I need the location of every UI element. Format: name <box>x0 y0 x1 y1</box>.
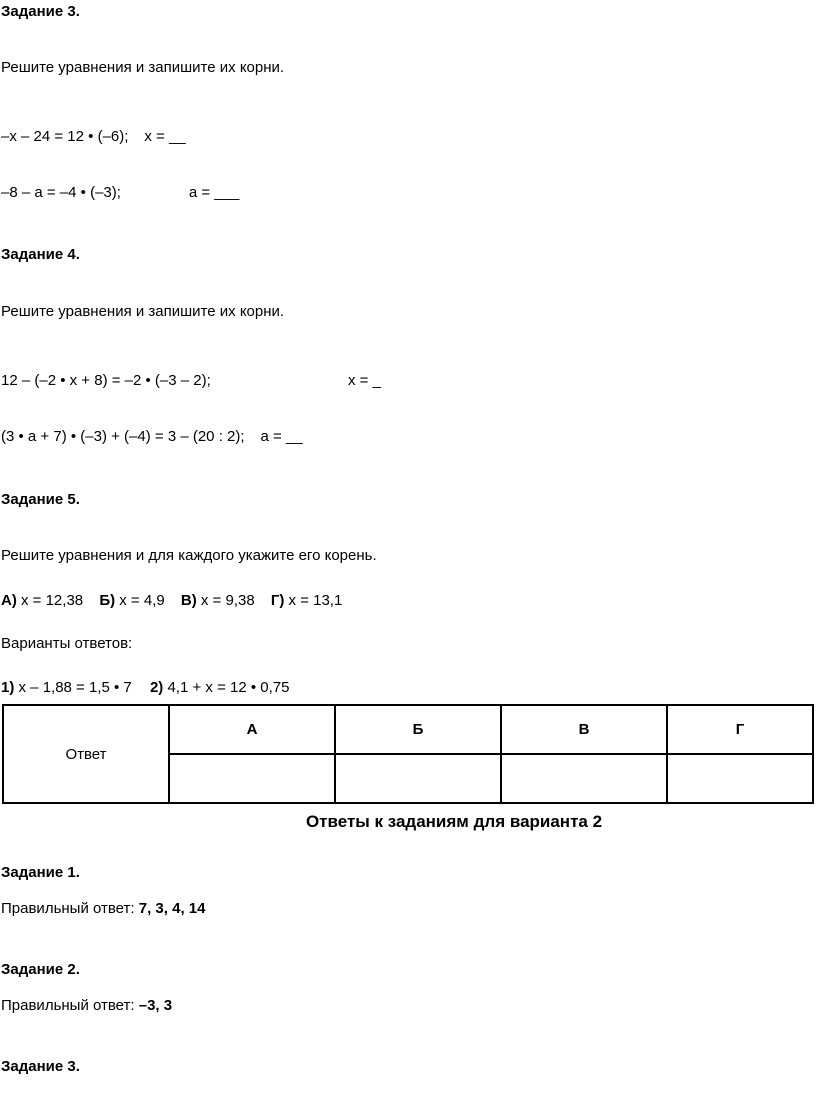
option-label-g: Г) <box>270 592 285 609</box>
task4-eq1-answer: x = _ <box>348 372 381 389</box>
task5-heading: Задание 5. <box>1 491 80 508</box>
task3-eq2-answer: a = ___ <box>188 184 240 201</box>
answers-task1-part-4: 14 <box>188 900 206 917</box>
answers-task1-line <box>1 899 205 919</box>
task3-eq1-answer: x = __ <box>144 128 186 145</box>
answer-cell-a[interactable] <box>169 754 335 803</box>
task5-options <box>1 591 342 611</box>
answers-task1-part-3: 4 <box>172 900 181 917</box>
task4-heading: Задание 4. <box>1 246 80 263</box>
answers-task2-line <box>1 996 172 1016</box>
option-label-a: А) <box>1 592 17 609</box>
equation-text-1: x – 1,88 = 1,5 • 7 <box>18 679 132 696</box>
answers-task3-heading: Задание 3. <box>1 1058 80 1075</box>
task3-instruction: Решите уравнения и запишите их корни. <box>1 59 285 76</box>
option-label-v: В) <box>180 592 197 609</box>
answer-cell-b[interactable] <box>335 754 501 803</box>
option-label-b: Б) <box>99 592 116 609</box>
answers-task2-part-2: 3 <box>163 997 173 1014</box>
task4-instruction: Решите уравнения и запишите их корни. <box>1 303 285 320</box>
answers-task1-heading: Задание 1. <box>1 864 80 881</box>
answers-task1-part-2: 3 <box>155 900 164 917</box>
answers-section-title: Ответы к заданиям для варианта 2 <box>305 812 603 831</box>
task4-equation-2 <box>1 427 303 447</box>
task5-instruction: Решите уравнения и для каждого укажите его корень. <box>1 547 377 564</box>
column-header-b: Б <box>335 705 501 754</box>
option-text-a: x = 12,38 <box>21 592 84 609</box>
task5-equations <box>1 678 289 698</box>
task3-equation-1 <box>1 127 186 147</box>
answers-task1-label: Правильный ответ: <box>1 900 135 917</box>
task4-eq2-text: (3 • a + 7) • (–3) + (–4) = 3 – (20 : 2); <box>1 428 245 445</box>
answer-table <box>2 704 814 804</box>
task3-heading: Задание 3. <box>1 3 80 20</box>
equation-text-2: 4,1 + x = 12 • 0,75 <box>167 679 290 696</box>
column-header-g: Г <box>667 705 813 754</box>
answers-task1-sep-2: , <box>163 900 173 917</box>
task3-equation-2 <box>1 183 239 203</box>
task4-equation-1 <box>1 371 211 391</box>
option-text-b: x = 4,9 <box>119 592 165 609</box>
answers-task1-sep-1: , <box>147 900 156 917</box>
answer-row-header: Ответ <box>3 705 169 803</box>
answers-task2-part-1: –3 <box>138 997 156 1014</box>
task5-variants-label: Варианты ответов: <box>1 635 133 652</box>
answers-task2-sep-1: , <box>155 997 164 1014</box>
column-header-a: А <box>169 705 335 754</box>
column-header-v: В <box>501 705 667 754</box>
option-text-g: x = 13,1 <box>288 592 343 609</box>
answers-task2-label: Правильный ответ: <box>1 997 135 1014</box>
task4-eq1-text: 12 – (–2 • x + 8) = –2 • (–3 – 2); <box>1 372 211 389</box>
answer-cell-v[interactable] <box>501 754 667 803</box>
equation-label-1: 1) <box>1 679 15 696</box>
option-text-v: x = 9,38 <box>200 592 255 609</box>
task3-eq1-text: –x – 24 = 12 • (–6); <box>1 128 129 145</box>
equation-label-2: 2) <box>149 679 164 696</box>
task3-eq2-text: –8 – a = –4 • (–3); <box>1 184 121 201</box>
answers-task2-heading: Задание 2. <box>1 961 80 978</box>
answer-cell-g[interactable] <box>667 754 813 803</box>
answers-task1-sep-3: , <box>180 900 189 917</box>
task4-eq2-answer: a = __ <box>260 428 303 445</box>
answers-task1-part-1: 7 <box>138 900 148 917</box>
